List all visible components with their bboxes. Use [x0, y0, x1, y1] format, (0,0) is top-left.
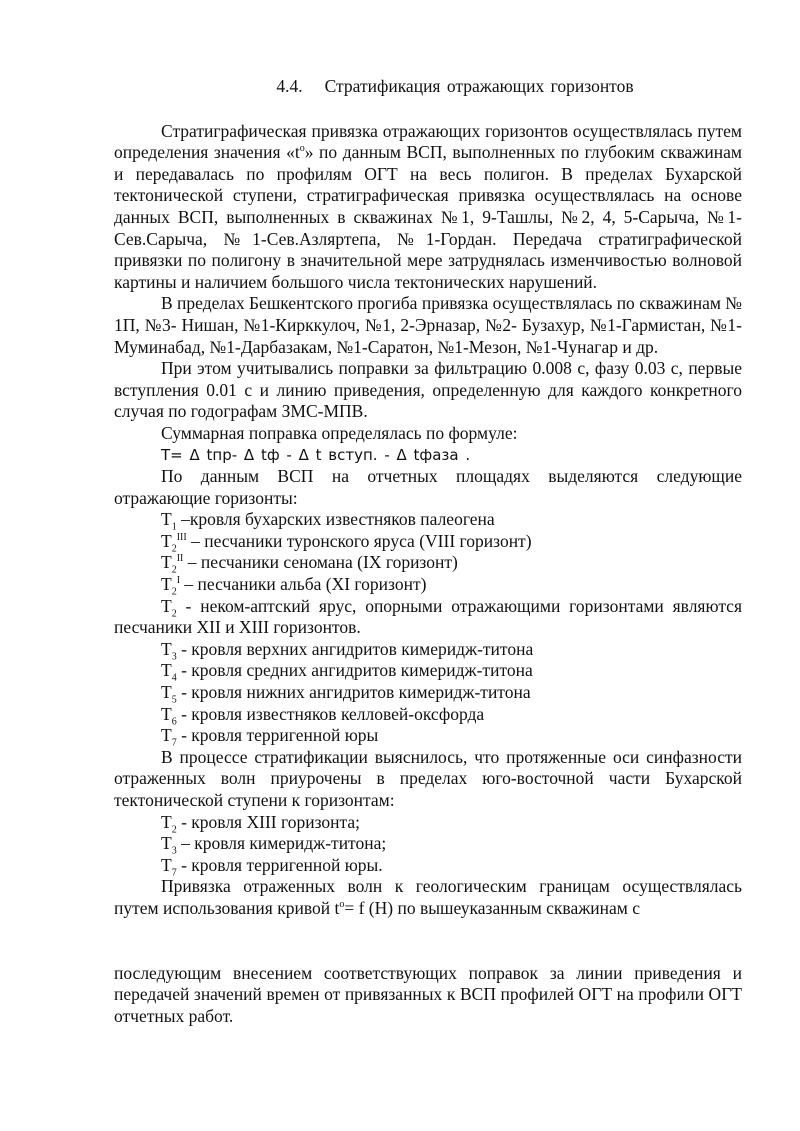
horizon-symbol: T: [161, 854, 172, 875]
horizon-text: - кровля нижних ангидритов кимеридж-титона: [176, 682, 531, 703]
horizon-symbol: T: [161, 574, 172, 595]
blank-gap: [114, 920, 742, 963]
section-heading: [114, 76, 742, 98]
subscript: 3: [171, 845, 177, 857]
horizon-symbol: T: [161, 682, 172, 703]
superscript: II: [176, 553, 184, 565]
paragraph-text: Стратиграфическая привязка отражающих горизонтов осуществлялась путем определения значения «t: [114, 120, 742, 163]
horizon-list-3: [114, 812, 742, 877]
subscript: 7: [171, 737, 177, 749]
horizon-item: [114, 552, 742, 574]
horizon-item: [114, 725, 742, 747]
horizon-item: [114, 574, 742, 596]
subscript: 2: [171, 586, 177, 598]
horizon-text: - кровля XIII горизонта;: [176, 811, 360, 832]
subscript: 2: [171, 543, 177, 555]
horizon-text: – песчаники туронского яруса (VIII горизонт): [186, 530, 532, 551]
paragraph-corrections: При этом учитывались поправки за фильтрацию 0.008 с, фазу 0.03 с, первые вступления 0.01 с и линию приведения, определенную для каждого конкретного случая по годографам ЗМС-МПВ.: [114, 358, 742, 422]
horizon-text: - кровля средних ангидритов кимеридж-титона: [176, 660, 533, 681]
horizon-text: - кровля верхних ангидритов кимеридж-титона: [176, 638, 534, 659]
horizon-symbol: T: [161, 595, 172, 616]
paragraph-beshkent: В пределах Бешкентского прогиба привязка осуществлялась по скважинам № 1П, №3- Нишан, №1-Кирккулоч, №1, 2-Эрназар, №2- Бузахур, №1-Гармистан, №1-Муминабад, №1-Дарбазакам, №1-Саратон, №1-Мезон, №1-Чунагар и др.: [114, 293, 742, 357]
paragraph-stratification-process: В процессе стратификации выяснилось, что протяженные оси синфазности отраженных волн приурочены в пределах юго-восточной части Бухарской тектонической ступени к горизонтам:: [114, 746, 742, 810]
horizon-text: – песчаники сеномана (IX горизонт): [183, 552, 458, 573]
horizon-item: [114, 704, 742, 726]
paragraph-text: » по данным ВСП, выполненных по глубоким скважинам и передавалась по профилям ОГТ на весь полигон. В пределах Бухарской тектонической ступени, стратиграфическая привязка осуществлялась на основе данных ВСП, выполненных в скважинах №1, 9-Ташлы, №2, 4, 5-Сарыча, №1-Сев.Сарыча, №1-Сев.Азляртепа, №1-Гордан. Передача стратиграфической привязки по полигону в значительной мере затруднялась изменчивостью волновой картины и наличием большого числа тектонических нарушений.: [114, 142, 742, 292]
paragraph-text: = f (H) по вышеуказанным скважинам с: [344, 897, 641, 918]
horizon-text: - кровля терригенной юры: [176, 725, 379, 746]
section-title: Стратификация отражающих горизонтов: [324, 76, 634, 96]
horizon-item: [114, 682, 742, 704]
horizon-text: –кровля бухарских известняков палеогена: [176, 509, 495, 530]
horizon-symbol: T: [161, 660, 172, 681]
horizon-symbol: T: [161, 530, 172, 551]
horizon-symbol: T: [161, 703, 172, 724]
superscript: III: [176, 532, 187, 544]
horizon-item: [114, 833, 742, 855]
paragraph-horizons-intro: По данным ВСП на отчетных площадях выделяются следующие отражающие горизонты:: [114, 466, 742, 508]
subscript: 6: [171, 716, 177, 728]
subscript: 4: [171, 672, 177, 684]
paragraph-continuation: последующим внесением соответствующих поправок за линии приведения и передачей значений времен от привязанных к ВСП профилей ОГТ на профили ОГТ отчетных работ.: [114, 962, 742, 1026]
horizon-text: - кровля терригенной юры.: [176, 854, 383, 875]
subscript: 7: [171, 867, 177, 879]
superscript: о: [299, 143, 305, 155]
subscript: 1: [171, 521, 177, 533]
horizon-symbol: T: [161, 811, 172, 832]
horizon-symbol: T: [161, 638, 172, 659]
paragraph-wave-binding: [114, 876, 742, 919]
horizon-list-2: [114, 639, 742, 747]
horizon-item: [114, 660, 742, 682]
subscript: 2: [171, 608, 177, 620]
horizon-item: [114, 812, 742, 834]
superscript: о: [339, 899, 345, 911]
horizon-text: - кровля известняков келловей-оксфорда: [176, 703, 485, 724]
correction-formula: T= Δ tпр- Δ tф - Δ t вступ. - Δ tфаза .: [161, 445, 471, 464]
paragraph-text: Привязка отраженных волн к геологическим границам осуществлялась путем использования кривой t: [114, 876, 742, 918]
horizon-item: [114, 509, 742, 531]
document-page: [114, 76, 742, 1027]
horizon-list-1: [114, 509, 742, 598]
superscript: I: [176, 575, 181, 587]
horizon-item: [114, 639, 742, 661]
horizon-symbol: T: [161, 833, 172, 854]
subscript: 5: [171, 694, 177, 706]
section-number: 4.4.: [276, 76, 303, 96]
horizon-symbol: T: [161, 509, 172, 530]
paragraph-formula-intro: Суммарная поправка определялась по формуле:: [161, 422, 518, 443]
horizon-text: – кровля кимеридж-титона;: [176, 833, 387, 854]
paragraph-stratigraphic-binding: [114, 121, 742, 294]
horizon-symbol: T: [161, 552, 172, 573]
subscript: 3: [171, 651, 177, 663]
horizon-item: [114, 855, 742, 877]
horizon-symbol: T: [161, 725, 172, 746]
paragraph-neocomian: [114, 596, 742, 639]
paragraph-text: - неком-аптский ярус, опорными отражающими горизонтами являются песчаники XII и XIII горизонтов.: [114, 595, 742, 638]
horizon-item: [114, 531, 742, 553]
horizon-text: – песчаники альба (XI горизонт): [180, 574, 427, 595]
subscript: 2: [171, 824, 177, 836]
subscript: 2: [171, 564, 177, 576]
